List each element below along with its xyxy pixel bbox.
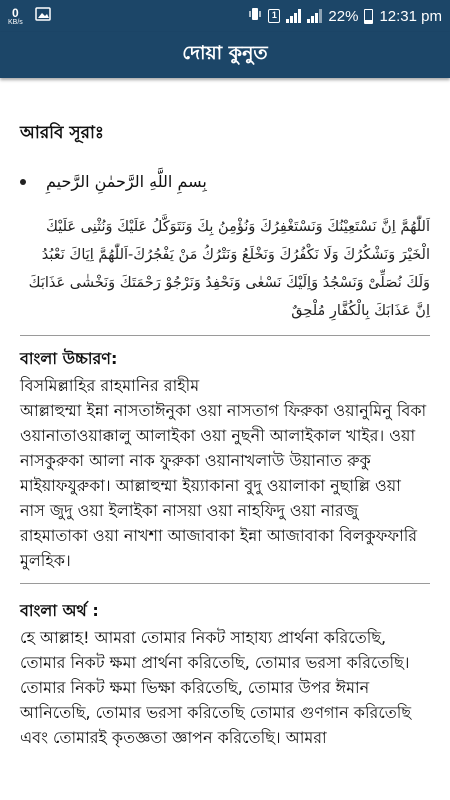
battery-percent: 22%	[328, 7, 359, 25]
image-icon	[35, 7, 51, 26]
signal-icon	[307, 9, 322, 23]
clock: 12:31 pm	[379, 7, 442, 25]
battery-icon	[364, 9, 373, 24]
signal-icon	[286, 9, 301, 23]
arabic-dua-text: اَللّٰهُمَّ اِنَّ نَسْتَعِيْنُكَ وَنَسْتَغْفِرُكَ وَنُؤْمِنُ بِكَ وَنَتَوَكَّلُ عَلَيْكَ وَنُثْنِى عَلَيْكَ الْخَيْرَ وَنَشْكُرُكَ وَلَا نَكْفُرُكَ وَنَخْلَعُ وَنَتْرُكُ مَنْ يَفْجُرُكَ-اَللّٰهُمَّ اِيَاكَ نَعْبُدُ وَلَكَ نُصَلِّىْ وَنَسْجُدُ وَاِلَيْكَ نَسْعٰى وَنَحْفِدُ وَنَرْجُوْ رَحْمَتَكَ وَنَخْشٰى عَذَابَكَ اِنَّ عَذَابَكَ بِالْكُفَّارِ مُلْحِقٌ	[28, 219, 430, 319]
pronunciation-text: বিসমিল্লাহির রাহমানির রাহীম আল্লাহুম্মা ইন্না নাসতাঈনুকা ওয়া নাসতাগ ফিরুকা ওয়ানুমিনু বিকা ওয়ানাতাওয়াক্কালু আলাইকা ওয়া নুছনী আলাইকাল খাইর। ওয়া নাসকুরুকা আলা নাক ফুরুকা ওয়ানাখলাউ উয়ানাত রুকু মাইয়াফযুরুকা। আল্লাহুম্মা ইয়্যাকানা বুদু ওয়ালাকা নুছাল্লি ওয়া নাস জুদু ওয়া ইলাইকা নাসয়া ওয়া নাহফিদু ওয়া নারজু রাহমাতাকা ওয়া নাখশা আজাবাকা ইন্না আজাবাকা বিলকুফফারি মুলহিক।	[20, 376, 427, 570]
divider	[20, 583, 430, 584]
meaning-heading: বাংলা অর্থ :	[20, 601, 99, 620]
pronunciation-heading: বাংলা উচ্চারণ:	[20, 349, 118, 368]
status-bar	[0, 0, 450, 32]
page-title: দোয়া কুনুত	[182, 42, 268, 64]
bullet-icon	[20, 179, 26, 185]
arabic-heading: আরবি সূরাঃ	[20, 123, 104, 143]
network-speed: 0 KB/s	[8, 5, 23, 26]
sim-icon: 1	[268, 9, 280, 23]
content-scroll[interactable]	[0, 80, 450, 800]
bismillah-row	[20, 172, 430, 191]
divider	[20, 335, 430, 336]
meaning-text: হে আল্লাহ! আমরা তোমার নিকট সাহায্য প্রার্থনা করিতেছি, তোমার নিকট ক্ষমা প্রার্থনা করিতেছি, তোমার ভরসা করিতেছি। তোমার নিকট ক্ষমা ভিক্ষা করিতেছি, তোমার উপর ঈমান আনিতেছি, তোমার ভরসা করিতেছি তোমার গুণগান করিতেছি এবং তোমারই কৃতজ্ঞতা জ্ঞাপন করিতেছি। আমরা	[20, 628, 412, 747]
vibrate-icon	[248, 7, 262, 25]
bismillah-text: بِسمِ اللَّهِ الرَّحمٰنِ الرَّحيمِ	[46, 172, 207, 191]
app-bar	[0, 32, 450, 78]
